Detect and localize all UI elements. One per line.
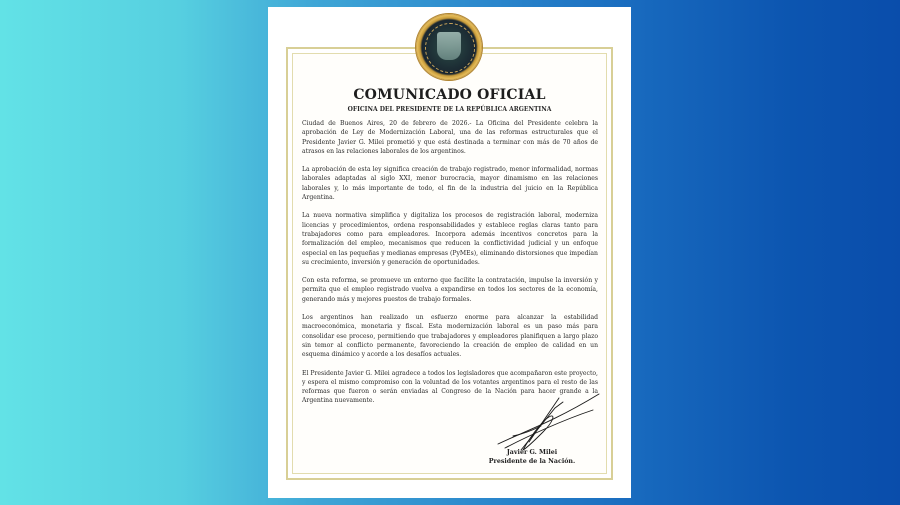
paragraph: La nueva normativa simplifica y digitaliza los procesos de registración laboral, moderniza licencias y procedimientos, ordena responsabilidades y establece reglas claras tanto para trabajadores como para empleadores. Incorpora además incentivos concretos para la formalización del empleo, mecanismos que reducen la conflictividad judicial y un enfoque especial en las pequeñas y medianas empresas (PyMEs), eliminando distorsiones que impedían su crecimiento, inversión y generación de oportunidades.: [302, 212, 598, 266]
signatory: [478, 448, 586, 466]
paragraph: Los argentinos han realizado un esfuerzo enorme para alcanzar la estabilidad macroeconómica, monetaria y fiscal. Esta modernización laboral es un paso más para consolidar ese proceso, permitiendo que trabajadores y empleadores planifiquen a largo plazo sin temor al conflicto permanente, favoreciendo la creación de empleo de calidad en un esquema dinámico y acorde a los desafíos actuales.: [302, 314, 598, 359]
paragraph: La aprobación de esta ley significa creación de trabajo registrado, menor informalidad, normas laborales adaptadas al siglo XXI, menor burocracia, mayor dinamismo en las relaciones laborales y, lo más importante de todo, el fin de la industria del juicio en la República Argentina.: [302, 166, 598, 202]
handwritten-signature-icon: [493, 392, 603, 452]
document-title: COMUNICADO OFICIAL: [353, 87, 546, 103]
signatory-role: Presidente de la Nación.: [488, 458, 576, 465]
presidential-seal-icon: [416, 14, 482, 80]
document-subtitle: OFICINA DEL PRESIDENTE DE LA REPÚBLICA ARGENTINA: [347, 106, 552, 113]
paragraph: Con esta reforma, se promueve un entorno que facilite la contratación, impulse la inversión y permita que el empleo registrado vuelva a expandirse en todos los sectores de la economía, generando más y mejores puestos de trabajo formales.: [302, 277, 598, 303]
paragraph: Ciudad de Buenos Aires, 20 de febrero de 2026.- La Oficina del Presidente celebra la aprobación de Ley de Modernización Laboral, una de las reformas estructurales que el Presidente Javier G. Milei prometió y que está destinada a terminar con más de 70 años de atrasos en las relaciones laborales de los argentinos.: [302, 120, 598, 155]
document-body: [302, 119, 598, 415]
official-statement-document: [268, 7, 631, 498]
seal-shield-icon: [437, 32, 461, 60]
paragraph: El Presidente Javier G. Milei agradece a todos los legisladores que acompañaron este proyecto, y espera el mismo compromiso con la voluntad de los votantes argentinos para el resto de las reformas que fueron o serán enviadas al Congreso de la Nación para hacer grande a la Argentina nuevamente.: [302, 369, 598, 405]
signatory-name: Javier G. Milei: [506, 449, 558, 456]
